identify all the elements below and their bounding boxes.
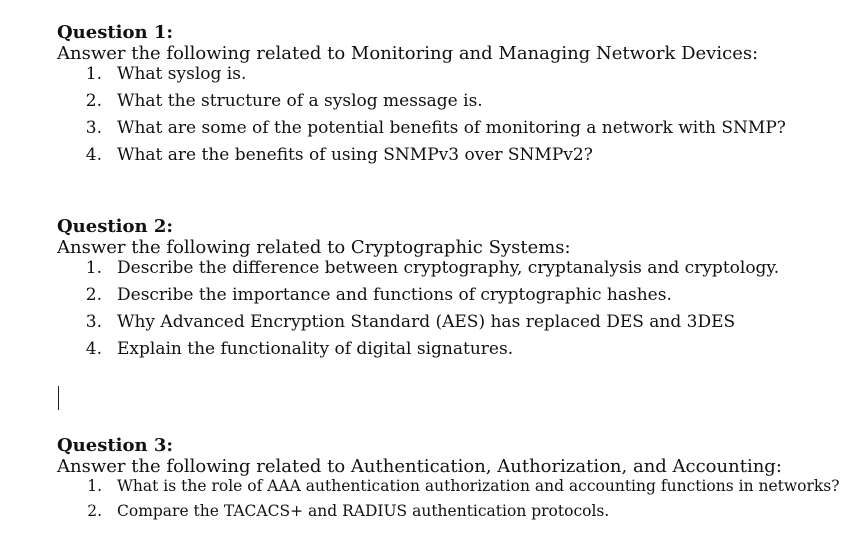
list-item-text: Compare the TACACS+ and RADIUS authentication protocols. — [117, 502, 610, 520]
list-item-number: 2. — [85, 91, 102, 111]
question-1-list — [57, 64, 786, 172]
list-item — [57, 258, 779, 285]
list-item-text: Describe the importance and functions of cryptographic hashes. — [117, 285, 672, 305]
question-2-section — [57, 217, 779, 366]
question-1-section — [57, 23, 786, 172]
question-2-intro: Answer the following related to Cryptographic Systems: — [57, 237, 571, 258]
list-item — [57, 91, 786, 118]
list-item-number: 3. — [85, 312, 102, 332]
list-item — [57, 145, 786, 172]
list-item-text: What is the role of AAA authentication authorization and accounting functions in networks? — [117, 477, 840, 495]
list-item-text: What are some of the potential benefits of monitoring a network with SNMP? — [117, 118, 786, 138]
list-item — [57, 477, 840, 502]
list-item-number: 3. — [85, 118, 102, 138]
list-item-number: 2. — [87, 502, 102, 520]
list-item — [57, 64, 786, 91]
question-2-title: Question 2: — [57, 216, 174, 237]
question-3-title: Question 3: — [57, 435, 174, 456]
question-3-intro: Answer the following related to Authentication, Authorization, and Accounting: — [57, 456, 782, 477]
list-item-text: What syslog is. — [117, 64, 247, 84]
list-item-number: 1. — [87, 477, 102, 495]
question-3-list — [57, 477, 840, 527]
list-item-number: 4. — [85, 339, 102, 359]
question-1-title: Question 1: — [57, 22, 174, 43]
list-item-number: 4. — [85, 145, 102, 165]
list-item-number: 1. — [85, 64, 102, 84]
list-item-text: Describe the difference between cryptography, cryptanalysis and cryptology. — [117, 258, 780, 278]
question-2-list — [57, 258, 779, 366]
list-item — [57, 312, 779, 339]
question-3-section — [57, 436, 840, 527]
list-item — [57, 339, 779, 366]
list-item-text: What the structure of a syslog message is. — [117, 91, 483, 111]
list-item-text: Why Advanced Encryption Standard (AES) has replaced DES and 3DES — [117, 312, 736, 332]
list-item-text: Explain the functionality of digital signatures. — [117, 339, 514, 359]
question-1-intro: Answer the following related to Monitoring and Managing Network Devices: — [57, 43, 759, 64]
list-item — [57, 118, 786, 145]
list-item-text: What are the benefits of using SNMPv3 over SNMPv2? — [117, 145, 593, 165]
list-item-number: 1. — [85, 258, 102, 278]
list-item-number: 2. — [85, 285, 102, 305]
list-item — [57, 502, 840, 527]
text-cursor — [58, 386, 59, 410]
list-item — [57, 285, 779, 312]
